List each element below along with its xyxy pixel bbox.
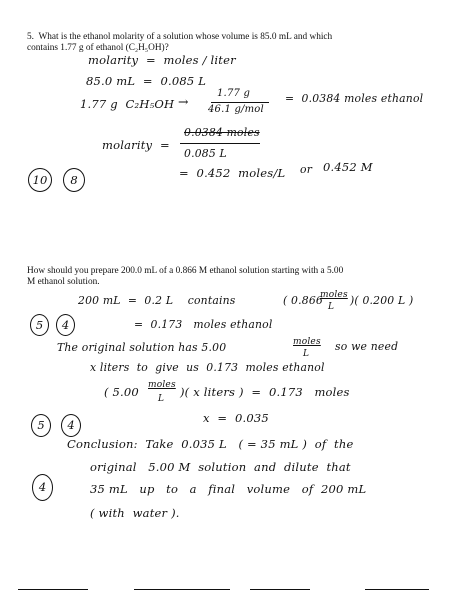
- unit-numerator: moles: [148, 380, 176, 390]
- score-circle: [31, 414, 51, 437]
- or-word: or: [300, 163, 313, 176]
- score-circle: [32, 474, 53, 501]
- score-circle: [63, 168, 85, 192]
- footer-rule: [134, 589, 230, 590]
- conclusion-line-1: Conclusion: Take 0.035 L ( = 35 mL ) of the: [67, 437, 354, 451]
- unit-denominator: L: [328, 302, 335, 312]
- score-value: 4: [61, 318, 70, 332]
- molarity-label: molarity =: [102, 138, 170, 152]
- score-value: 5: [35, 318, 44, 332]
- score-circle: [56, 314, 75, 336]
- conversion-arrow: →: [178, 94, 189, 109]
- equation-open: ( 5.00: [104, 385, 139, 399]
- mass-fraction-bar: [211, 102, 269, 103]
- molarity-definition: molarity = moles / liter: [88, 53, 236, 67]
- unit-denominator: L: [158, 394, 165, 404]
- molarity-fraction-bar: [180, 143, 260, 144]
- explanation-line-1-end: so we need: [335, 340, 399, 353]
- problem-5-line-2: contains 1.77 g of ethanol (C₂H₅OH)?: [27, 43, 169, 53]
- concentration-open: ( 0.866: [283, 294, 323, 307]
- score-circle: [61, 414, 81, 437]
- problem-6-line-1: How should you prepare 200.0 mL of a 0.866 M ethanol solution starting with a 5.00: [27, 266, 344, 276]
- unit-denominator: L: [303, 349, 310, 359]
- problem-6-line-2: M ethanol solution.: [27, 277, 100, 287]
- moles-ethanol-result: = 0.0384 moles ethanol: [285, 92, 424, 105]
- score-circle: [28, 168, 52, 192]
- score-value: 10: [32, 173, 48, 187]
- unit-numerator: moles: [293, 337, 321, 347]
- score-value: 4: [67, 418, 75, 432]
- equation-rest: )( x liters ) = 0.173 moles: [180, 385, 350, 399]
- volume-factor: )( 0.200 L ): [350, 294, 414, 307]
- unit-numerator: moles: [320, 290, 348, 300]
- volume-conversion: 85.0 mL = 0.085 L: [86, 74, 207, 88]
- explanation-line-1: The original solution has 5.00: [57, 341, 227, 354]
- x-result: x = 0.035: [203, 411, 269, 425]
- conclusion-line-2: original 5.00 M solution and dilute that: [90, 460, 351, 474]
- footer-rule: [250, 589, 310, 590]
- molarity-fraction-denominator: 0.085 L: [184, 147, 227, 160]
- mass-fraction-numerator: 1.77 g: [217, 88, 251, 99]
- conclusion-line-3: 35 mL up to a final volume of 200 mL: [90, 482, 367, 496]
- molarity-answer: = 0.452 moles/L: [179, 166, 286, 180]
- score-circle: [30, 314, 49, 336]
- footer-rule: [18, 589, 88, 590]
- footer-rule: [365, 589, 429, 590]
- moles-needed: = 0.173 moles ethanol: [134, 318, 273, 331]
- score-value: 4: [38, 480, 47, 494]
- mass-fraction-denominator: 46.1 g/mol: [208, 104, 264, 115]
- problem-5-line-1: 5. What is the ethanol molarity of a solution whose volume is 85.0 mL and which: [27, 32, 333, 42]
- molarity-fraction-numerator: 0.0384 moles: [184, 126, 260, 139]
- ethanol-mass: 1.77 g C₂H₅OH: [80, 97, 175, 111]
- score-value: 5: [37, 418, 45, 432]
- molarity-answer-alt: 0.452 M: [323, 160, 373, 174]
- conclusion-line-4: ( with water ).: [90, 506, 180, 520]
- score-value: 8: [70, 173, 78, 187]
- volume-contains: 200 mL = 0.2 L contains: [78, 294, 236, 307]
- explanation-line-2: x liters to give us 0.173 moles ethanol: [90, 361, 325, 374]
